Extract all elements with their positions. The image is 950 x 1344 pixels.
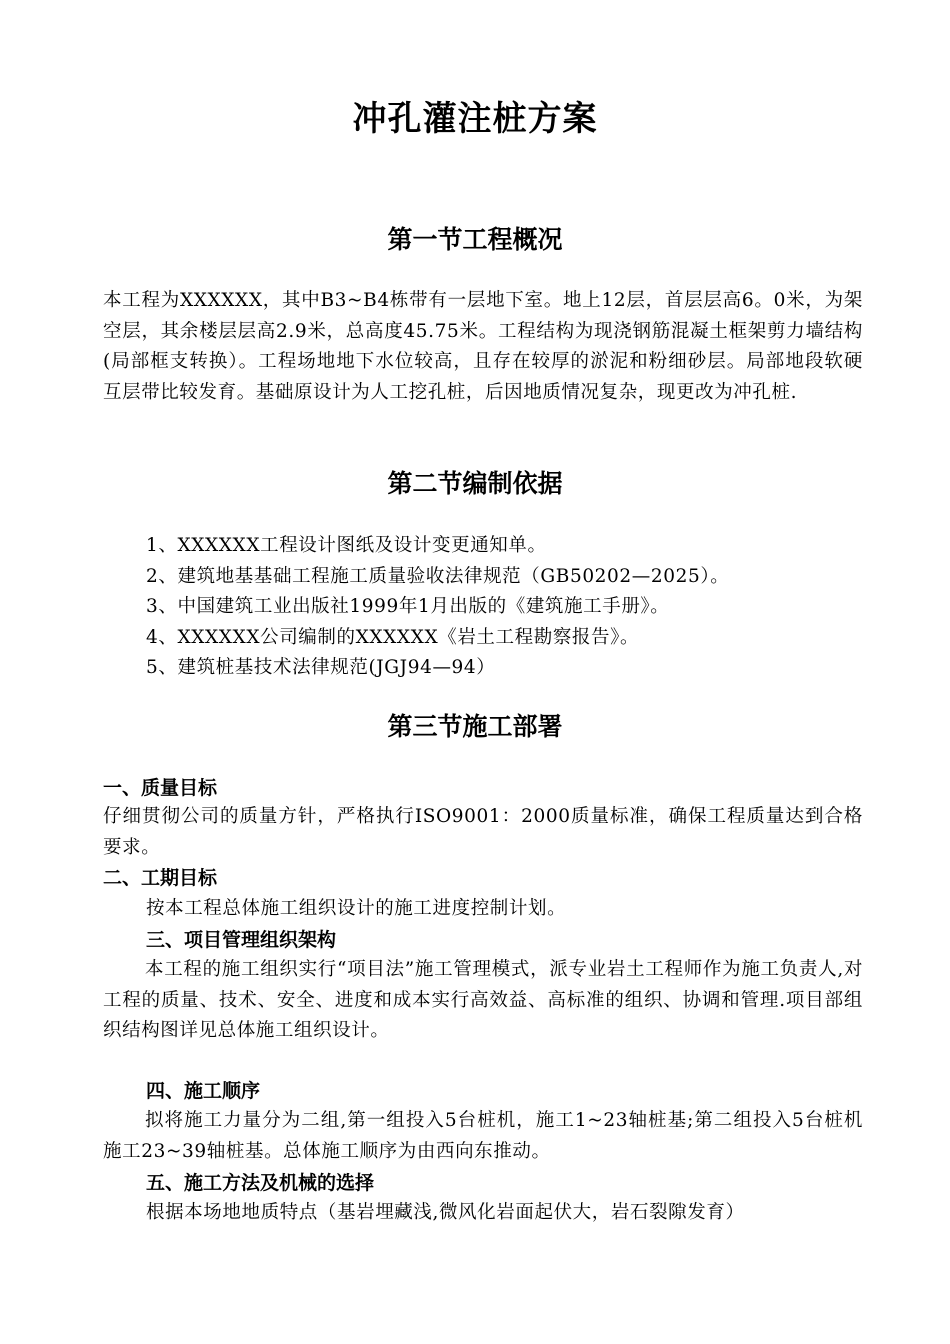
reference-item: 5、建筑桩基技术法律规范(JGJ94—94） xyxy=(146,657,496,678)
reference-item: 1、XXXXXX工程设计图纸及设计变更通知单。 xyxy=(146,535,547,556)
section-1-body: 本工程为XXXXXX，其中B3~B4栋带有一层地下室。地上12层，首层层高6。0米，为架空层，其余楼层层高2.9米，总高度45.75米。工程结构为现浇钢筋混凝土框架剪力墙结构(局部框支转换）。工程场地地下水位较高，且存在较厚的淤泥和粉细砂层。局部地段软硬互层带比较发育。基础原设计为人工挖孔桩，后因地质情况复杂，现更改为冲孔桩. xyxy=(103,290,863,403)
schedule-body: 按本工程总体施工组织设计的施工进度控制计划。 xyxy=(146,898,567,919)
section-1-title: 第一节工程概况 xyxy=(387,225,563,254)
sequence-heading: 四、施工顺序 xyxy=(146,1080,261,1102)
document-title: 冲孔灌注桩方案 xyxy=(352,99,598,139)
section-2-title: 第二节编制依据 xyxy=(387,469,563,498)
quality-heading: 一、质量目标 xyxy=(103,777,218,799)
organization-body: 本工程的施工组织实行“项目法”施工管理模式，派专业岩土工程师作为施工负责人,对工程的质量、技术、安全、进度和成本实行高效益、高标准的组织、协调和管理.项目部组织结构图详见总体施工组织设计。 xyxy=(103,959,863,1041)
sequence-body: 拟将施工力量分为二组,第一组投入5台桩机，施工1~23轴桩基;第二组投入5台桩机施工23~39轴桩基。总体施工顺序为由西向东推动。 xyxy=(103,1110,863,1162)
method-heading: 五、施工方法及机械的选择 xyxy=(146,1172,375,1194)
reference-item: 2、建筑地基基础工程施工质量验收法律规范（GB50202—2025）。 xyxy=(146,565,730,587)
section-3-title: 第三节施工部署 xyxy=(387,712,563,741)
organization-heading: 三、项目管理组织架构 xyxy=(146,929,337,951)
schedule-heading: 二、工期目标 xyxy=(103,867,218,889)
reference-item: 3、中国建筑工业出版社1999年1月出版的《建筑施工手册》。 xyxy=(146,596,670,617)
method-body: 根据本场地地质特点（基岩埋藏浅,微风化岩面起伏大，岩石裂隙发育） xyxy=(146,1202,745,1223)
reference-list xyxy=(146,531,866,684)
quality-body: 仔细贯彻公司的质量方针，严格执行ISO9001：2000质量标准，确保工程质量达到合格要求。 xyxy=(103,806,863,858)
reference-item: 4、XXXXXX公司编制的XXXXXX《岩土工程勘察报告》。 xyxy=(146,626,640,648)
